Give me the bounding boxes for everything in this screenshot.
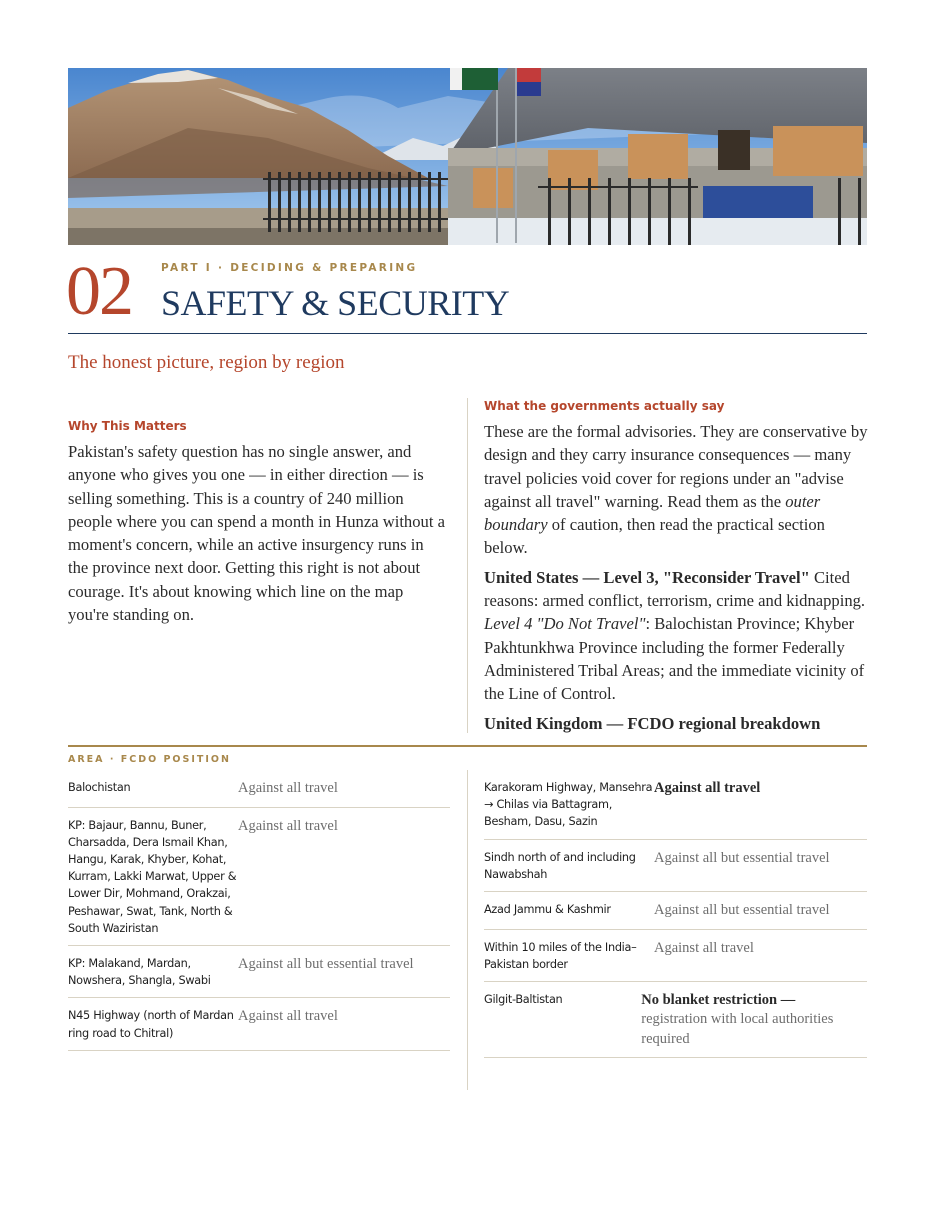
table-row bbox=[484, 930, 867, 982]
area-cell: KP: Bajaur, Bannu, Buner, Charsadda, Dera Ismail Khan, Hangu, Karak, Khyber, Kohat, Kurram, Lakki Marwat, Upper & Lower Dir, Mohmand, Orakzai, Peshawar, Swat, Tank, North & South Waziristan bbox=[68, 818, 237, 935]
table-row bbox=[484, 982, 867, 1059]
chapter-number: 02 bbox=[66, 253, 132, 330]
table-label: AREA · FCDO POSITION bbox=[68, 754, 231, 765]
hero-photo bbox=[68, 68, 867, 245]
position-cell bbox=[654, 779, 760, 831]
position-text: Against all travel bbox=[238, 1008, 338, 1025]
column-divider bbox=[467, 398, 468, 733]
fcdo-table-left bbox=[68, 770, 450, 1051]
part-label: PART I · DECIDING & PREPARING bbox=[161, 262, 418, 274]
table-row bbox=[484, 840, 867, 892]
position-cell bbox=[654, 939, 754, 973]
position-cell bbox=[238, 955, 414, 989]
advisories-intro: These are the formal advisories. They are conservative by design and they carry insurance consequences — many travel policies void cover for regions under an "advise against all travel" warning. Read them as the outer boundary of caution, then read the practical section below. bbox=[484, 422, 868, 558]
position-text: Against all but essential travel bbox=[654, 849, 830, 866]
position-text: Against all travel bbox=[654, 780, 761, 796]
position-text: Against all but essential travel bbox=[238, 955, 414, 972]
table-row bbox=[484, 770, 867, 840]
area-cell: Gilgit-Baltistan bbox=[484, 992, 563, 1006]
position-text: Against all travel bbox=[238, 780, 338, 796]
title-divider bbox=[68, 333, 867, 334]
section-body: Pakistan's safety question has no single answer, and anyone who gives you one — in either direction — is selling something. This is a country of 240 million people where you can spend a month in Hunza without a moment's concern, while an active insurgency runs in the province next door. Getting this right is not about courage. It's about knowing which line on the map you're standing on. bbox=[68, 442, 445, 625]
uk-advisory-label: United Kingdom — FCDO regional breakdown bbox=[484, 713, 821, 733]
chapter-title: SAFETY & SECURITY bbox=[161, 283, 510, 323]
section-body bbox=[484, 420, 869, 735]
position-cell bbox=[654, 901, 830, 921]
position-cell bbox=[238, 779, 338, 799]
why-this-matters-section bbox=[68, 418, 448, 626]
level4-label: Level 4 "Do Not Travel" bbox=[484, 614, 646, 634]
table-row bbox=[484, 892, 867, 930]
table-row bbox=[68, 808, 450, 946]
area-cell: Balochistan bbox=[68, 781, 131, 794]
position-text: Against all travel bbox=[654, 939, 754, 956]
position-text: Against all but essential travel bbox=[654, 902, 830, 919]
position-cell bbox=[641, 991, 867, 1050]
section-heading: Why This Matters bbox=[68, 419, 187, 433]
table-divider bbox=[68, 745, 867, 747]
area-cell: Sindh north of and including Nawabshah bbox=[484, 850, 636, 881]
us-advisory-label: United States — Level 3, "Reconsider Travel" bbox=[484, 567, 810, 587]
table-row bbox=[68, 770, 450, 808]
us-advisory: United States — Level 3, "Reconsider Travel" Cited reasons: armed conflict, terrorism, crime and kidnapping. Level 4 "Do Not Travel": Balochistan Province; Khyber Pakhtunkhwa Province including the former Federally Administered Tribal Areas; and the immediate vicinity of the Line of Control. bbox=[484, 567, 866, 704]
fcdo-table-right bbox=[484, 770, 867, 1058]
position-text: No blanket restriction — bbox=[641, 991, 796, 1008]
position-cell bbox=[238, 1007, 338, 1041]
table-column-divider bbox=[467, 770, 468, 1090]
government-advisories-section bbox=[484, 398, 869, 741]
chapter-subtitle: The honest picture, region by region bbox=[68, 352, 345, 373]
table-row bbox=[68, 946, 450, 998]
area-cell: Azad Jammu & Kashmir bbox=[484, 903, 611, 917]
position-cell bbox=[654, 849, 830, 883]
emphasis-text: outer boundary bbox=[484, 491, 821, 535]
area-cell: Within 10 miles of the India–Pakistan border bbox=[484, 940, 637, 971]
position-text: Against all travel bbox=[238, 817, 338, 834]
position-note: registration with local authorities required bbox=[641, 1011, 834, 1047]
position-cell bbox=[238, 817, 338, 937]
area-cell: N45 Highway (north of Mardan ring road to Chitral) bbox=[68, 1009, 234, 1040]
section-heading: What the governments actually say bbox=[484, 399, 725, 413]
area-cell: KP: Malakand, Mardan, Nowshera, Shangla, Swabi bbox=[68, 956, 211, 988]
table-row bbox=[68, 998, 450, 1050]
area-cell: Karakoram Highway, Mansehra → Chilas via Battagram, Besham, Dasu, Sazin bbox=[484, 781, 653, 829]
uk-advisory bbox=[484, 712, 869, 735]
